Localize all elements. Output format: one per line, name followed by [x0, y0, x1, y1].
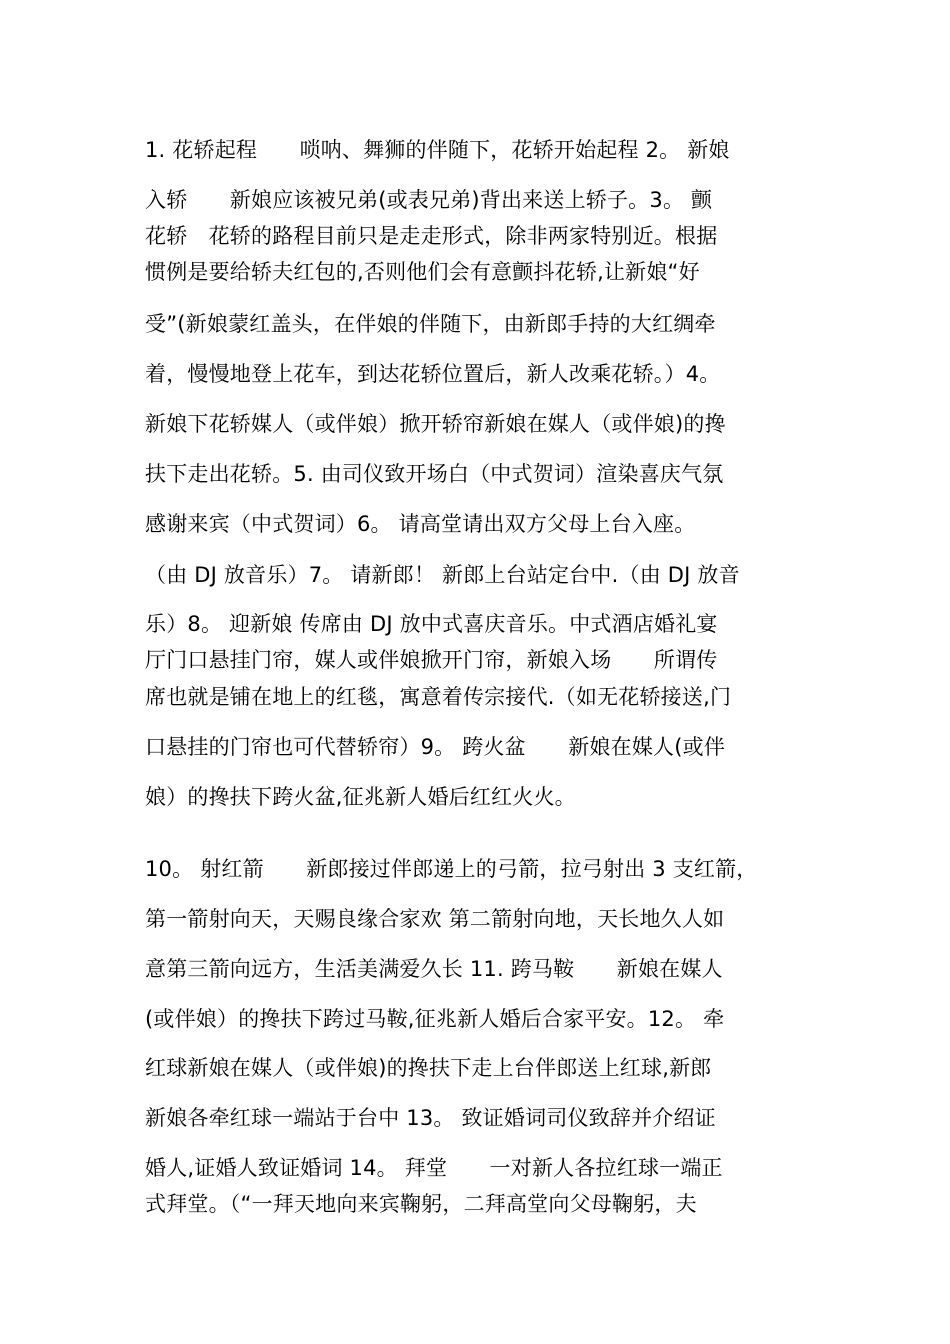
- text-line: 惯例是要给轿夫红包的,否则他们会有意颤抖花轿,让新娘“好: [145, 260, 700, 284]
- text-line: 口悬挂的门帘也可代替轿帘）9。 跨火盆 新娘在媒人(或伴: [145, 735, 726, 759]
- text-line: 厅门口悬挂门帘，媒人或伴娘掀开门帘，新娘入场 所谓传: [145, 648, 718, 672]
- text-line: 式拜堂。（“一拜天地向来宾鞠躬，二拜高堂向父母鞠躬，夫: [145, 1192, 697, 1216]
- text-line: 红球新娘在媒人（或伴娘)的搀扶下走上台伴郎送上红球,新郎: [145, 1056, 712, 1080]
- text-line: 娘）的搀扶下跨火盆,征兆新人婚后红红火火。: [145, 785, 576, 809]
- text-line: 席也就是铺在地上的红毯，寓意着传宗接代.（如无花轿接送,门: [145, 685, 732, 709]
- text-line: 入轿 新娘应该被兄弟(或表兄弟)背出来送上轿子。3。 颤: [145, 188, 713, 212]
- text-line: 新娘各牵红球一端站于台中 13。 致证婚词司仪致辞并介绍证: [145, 1106, 716, 1130]
- text-line: 第一箭射向天，天赐良缘合家欢 第二箭射向地，天长地久人如: [145, 907, 725, 931]
- text-line: 婚人,证婚人致证婚词 14。 拜堂 一对新人各拉红球一端正: [145, 1156, 723, 1180]
- text-line: 乐）8。 迎新娘 传席由 DJ 放中式喜庆音乐。中式酒店婚礼宴: [145, 612, 718, 636]
- text-line: 感谢来宾（中式贺词）6。 请高堂请出双方父母上台入座。: [145, 512, 696, 536]
- text-line: 花轿 花轿的路程目前只是走走形式，除非两家特别近。根据: [145, 224, 718, 248]
- text-line: 扶下走出花轿。5. 由司仪致开场白（中式贺词）渲染喜庆气氛: [145, 462, 724, 486]
- text-line: （由 DJ 放音乐）7。 请新郎！ 新郎上台站定台中.（由 DJ 放音: [145, 563, 740, 587]
- text-line: 着，慢慢地登上花车，到达花轿位置后，新人改乘花轿。）4。: [145, 362, 721, 386]
- text-line: 10。 射红箭 新郎接过伴郎递上的弓箭，拉弓射出 3 支红箭，: [145, 857, 758, 881]
- text-line: (或伴娘）的搀扶下跨过马鞍,征兆新人婚后合家平安。12。 牵: [145, 1007, 725, 1031]
- text-line: 新娘下花轿媒人（或伴娘）掀开轿帘新娘在媒人（或伴娘)的搀: [145, 412, 726, 436]
- text-line: 1. 花轿起程 唢呐、舞狮的伴随下，花轿开始起程 2。 新娘: [145, 138, 730, 162]
- text-line: 受”(新娘蒙红盖头，在伴娘的伴随下，由新郎手持的大红绸牵: [145, 312, 716, 336]
- text-line: 意第三箭向远方，生活美满爱久长 11. 跨马鞍 新娘在媒人: [145, 957, 723, 981]
